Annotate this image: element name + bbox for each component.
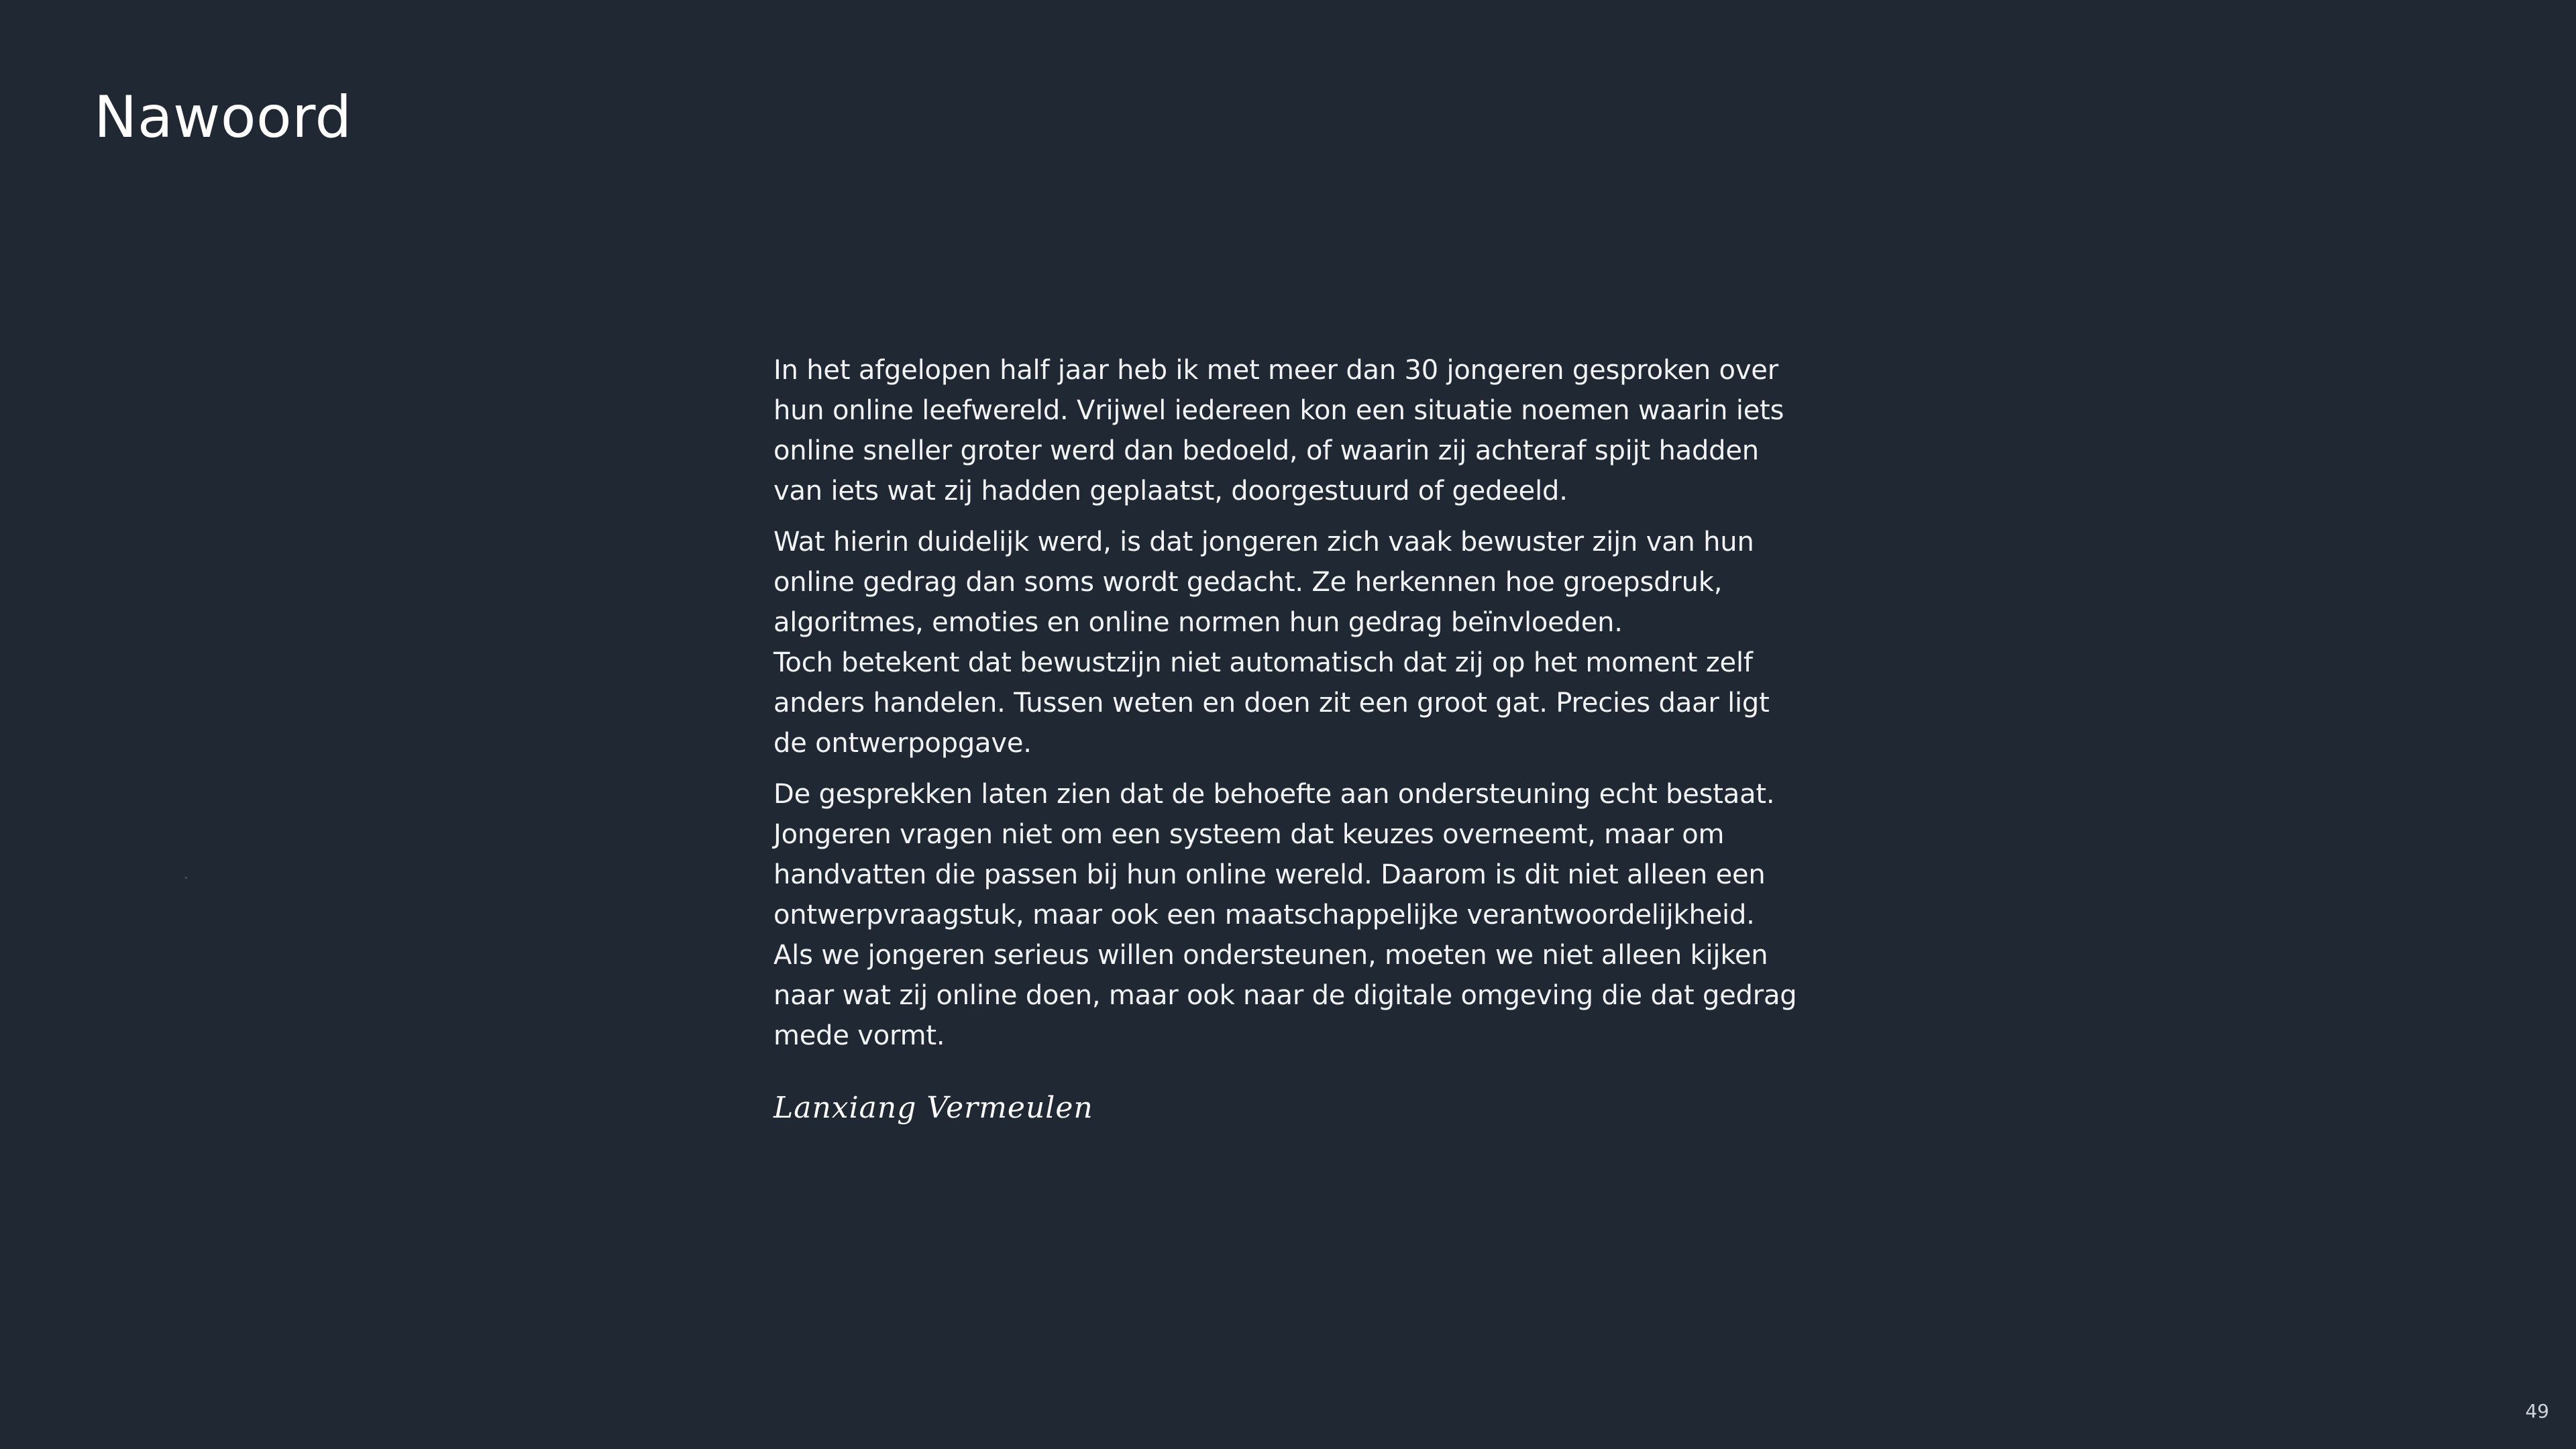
- paragraph-line: online sneller groter werd dan bedoeld, of waarin zij achteraf spijt hadden: [773, 435, 1759, 466]
- author-signature: Lanxiang Vermeulen: [773, 1091, 1093, 1125]
- paragraph-1: [773, 350, 1820, 511]
- paragraph-line: Wat hierin duidelijk werd, is dat jongeren zich vaak bewuster zijn van hun: [773, 527, 1754, 557]
- paragraph-line: algoritmes, emoties en online normen hun gedrag beïnvloeden.: [773, 607, 1623, 638]
- paragraph-line: In het afgelopen half jaar heb ik met meer dan 30 jongeren gesproken over: [773, 355, 1778, 386]
- afterword-body: [773, 350, 1820, 1128]
- paragraph-2: [773, 522, 1820, 763]
- paragraph-line: Als we jongeren serieus willen ondersteunen, moeten we niet alleen kijken: [773, 940, 1768, 971]
- paragraph-line: online gedrag dan soms wordt gedacht. Ze herkennen hoe groepsdruk,: [773, 567, 1723, 598]
- page-number: 49: [2525, 1400, 2549, 1422]
- paragraph-line: mede vormt.: [773, 1020, 945, 1051]
- paragraph-line: Toch betekent dat bewustzijn niet automatisch dat zij op het moment zelf: [773, 647, 1753, 678]
- decorative-dot: [185, 877, 187, 879]
- paragraph-line: handvatten die passen bij hun online wereld. Daarom is dit niet alleen een: [773, 859, 1766, 890]
- paragraph-line: de ontwerpopgave.: [773, 728, 1032, 759]
- paragraph-line: Jongeren vragen niet om een systeem dat keuzes overneemt, maar om: [773, 819, 1725, 850]
- paragraph-3: [773, 774, 1820, 1056]
- paragraph-line: anders handelen. Tussen weten en doen zit een groot gat. Precies daar ligt: [773, 688, 1770, 718]
- paragraph-line: De gesprekken laten zien dat de behoefte aan ondersteuning echt bestaat.: [773, 779, 1775, 810]
- paragraph-line: naar wat zij online doen, maar ook naar de digitale omgeving die dat gedrag: [773, 980, 1797, 1011]
- paragraph-line: van iets wat zij hadden geplaatst, doorgestuurd of gedeeld.: [773, 476, 1568, 506]
- paragraph-line: ontwerpvraagstuk, maar ook een maatschappelijke verantwoordelijkheid.: [773, 900, 1755, 930]
- page-title: Nawoord: [94, 84, 352, 151]
- paragraph-line: hun online leefwereld. Vrijwel iedereen kon een situatie noemen waarin iets: [773, 395, 1784, 426]
